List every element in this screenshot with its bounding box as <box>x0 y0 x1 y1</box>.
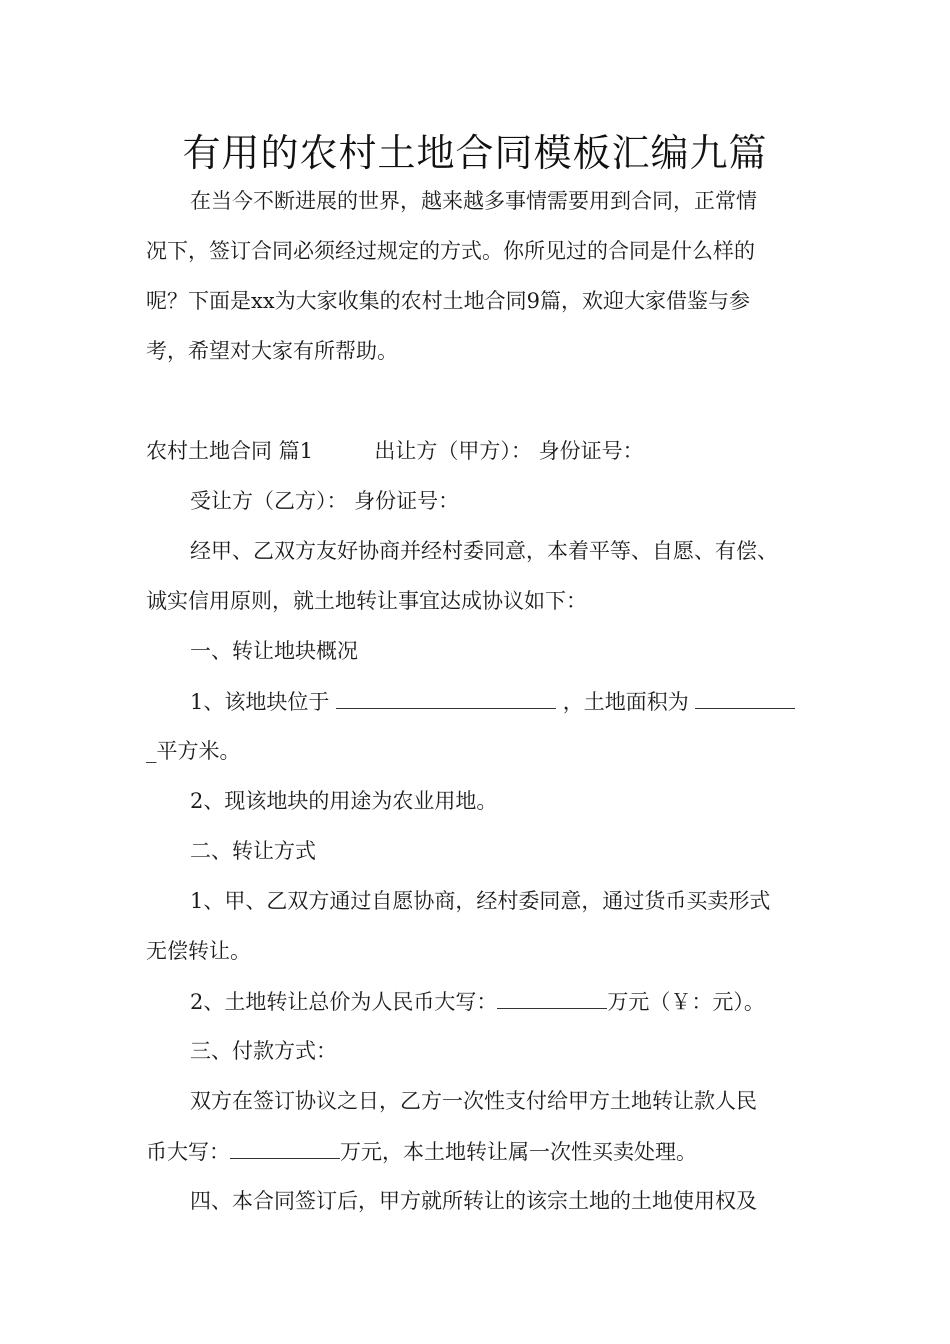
payment-text-a: 币大写： <box>146 1140 230 1164</box>
location-blank <box>336 686 556 709</box>
section-2-heading: 二、转让方式 <box>190 839 316 863</box>
intro-line-4: 考，希望对大家有所帮助。 <box>146 339 398 363</box>
section-3-text-2 <box>146 1136 697 1167</box>
section-2-item-1-line-2: 无偿转让。 <box>146 939 251 963</box>
item-1-text-b: ，土地面积为 <box>562 690 689 714</box>
party-b-label: 受让方（乙方）： 身份证号： <box>190 489 460 513</box>
section-1-heading: 一、转让地块概况 <box>190 639 358 663</box>
preamble-line-1: 经甲、乙双方友好协商并经村委同意，本着平等、自愿、有偿、 <box>190 539 778 563</box>
intro-line-1: 在当今不断进展的世界，越来越多事情需要用到合同，正常情 <box>190 189 757 213</box>
payment-blank <box>230 1136 340 1159</box>
section-1-item-1 <box>190 686 795 717</box>
section-3-heading: 三、付款方式： <box>190 1039 337 1063</box>
price-text-b: 万元（￥：元）。 <box>607 990 765 1014</box>
party-a-label: 出让方（甲方）： 身份证号： <box>374 439 644 463</box>
intro-line-2: 况下，签订合同必须经过规定的方式。你所见过的合同是什么样的 <box>146 239 755 263</box>
price-text-a: 2、土地转让总价为人民币大写： <box>190 990 498 1014</box>
area-blank <box>695 686 795 709</box>
section-1-item-1-cont: _平方米。 <box>146 739 241 763</box>
price-blank <box>497 986 607 1009</box>
section-4-text: 四、本合同签订后，甲方就所转让的该宗土地的土地使用权及 <box>190 1189 757 1213</box>
preamble-line-2: 诚实信用原则，就土地转让事宜达成协议如下： <box>146 589 587 613</box>
section-3-text-1: 双方在签订协议之日，乙方一次性支付给甲方土地转让款人民 <box>190 1089 757 1113</box>
item-1-text-a: 1、该地块位于 <box>190 690 337 714</box>
intro-line-3: 呢？下面是xx为大家收集的农村土地合同9篇，欢迎大家借鉴与参 <box>146 289 751 313</box>
section-heading: 农村土地合同 篇1 <box>146 439 314 463</box>
section-2-item-2 <box>190 986 765 1017</box>
document-title: 有用的农村土地合同模板汇编九篇 <box>182 131 768 175</box>
section-heading-line <box>146 436 644 466</box>
section-1-item-2: 2、现该地块的用途为农业用地。 <box>190 789 498 813</box>
section-2-item-1-line-1: 1、甲、乙双方通过自愿协商，经村委同意，通过货币买卖形式 <box>190 889 771 913</box>
payment-text-b: 万元，本土地转让属一次性买卖处理。 <box>340 1140 697 1164</box>
